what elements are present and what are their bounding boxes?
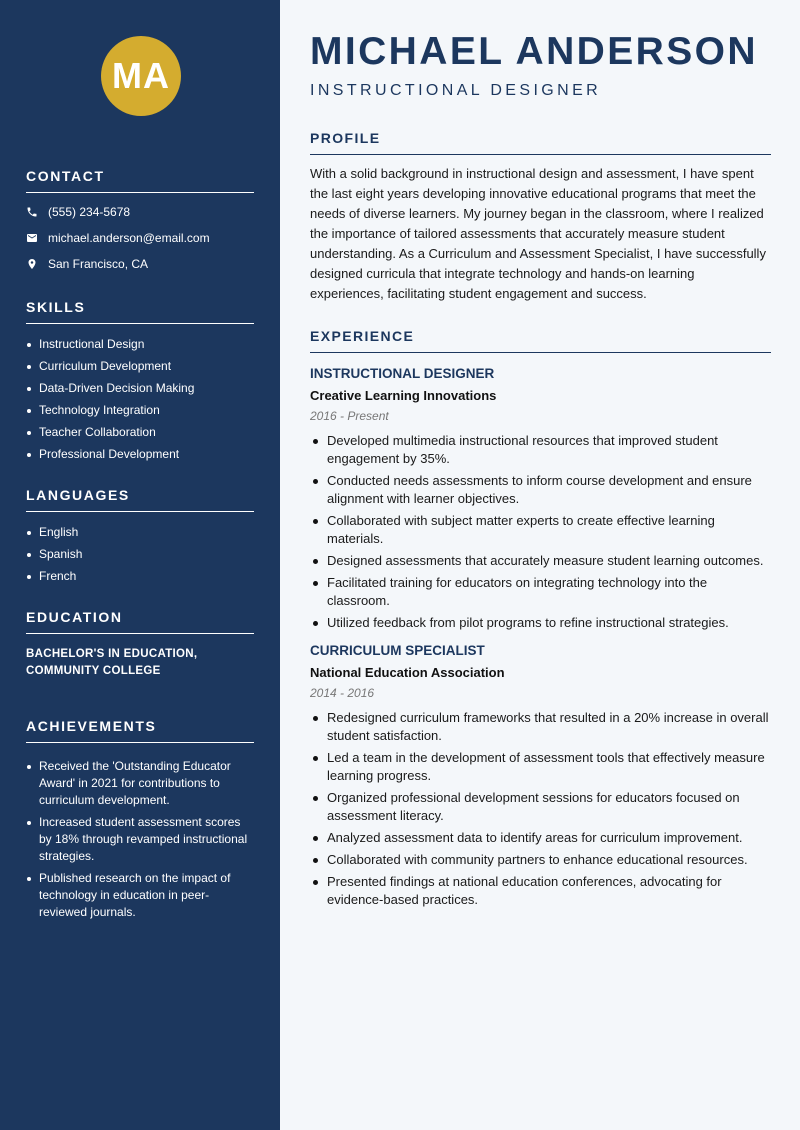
- main-content: [280, 0, 800, 1130]
- candidate-title: INSTRUCTIONAL DESIGNER: [310, 82, 602, 99]
- contact-section: [26, 168, 254, 271]
- job-bullet: Designed assessments that accurately measure student learning outcomes.: [310, 552, 771, 570]
- profile-heading: PROFILE: [310, 130, 771, 155]
- education-heading: EDUCATION: [26, 609, 254, 634]
- languages-list: [26, 524, 254, 585]
- contact-location: [26, 257, 254, 271]
- job-bullets: [310, 709, 771, 909]
- profile-section: [310, 130, 771, 304]
- experience-heading: EXPERIENCE: [310, 328, 771, 353]
- skills-section: [26, 299, 254, 463]
- job-bullet: Collaborated with community partners to enhance educational resources.: [310, 851, 771, 869]
- achievements-heading: ACHIEVEMENTS: [26, 718, 254, 743]
- job-bullet: Analyzed assessment data to identify areas for curriculum improvement.: [310, 829, 771, 847]
- job-bullets: [310, 432, 771, 632]
- phone-icon: [26, 206, 38, 218]
- location-text: San Francisco, CA: [48, 257, 149, 271]
- job-bullet: Utilized feedback from pilot programs to refine instructional strategies.: [310, 614, 771, 632]
- skill-item: Data-Driven Decision Making: [26, 380, 254, 397]
- job-company: National Education Association: [310, 665, 505, 680]
- skill-item: Instructional Design: [26, 336, 254, 353]
- profile-text: With a solid background in instructional design and assessment, I have spent the last eight years developing innovative educational programs that meet the needs of diverse learners. My journey began in the classroom, where I realized the importance of tailored assessments that accurately measure student understanding. As a Curriculum and Assessment Specialist, I have successfully designed curricula that integrate technology and hands-on learning experiences, facilitating student engagement and success.: [310, 166, 766, 301]
- job-dates: 2016 - Present: [310, 409, 389, 423]
- job-role: INSTRUCTIONAL DESIGNER: [310, 366, 495, 381]
- job-bullet: Led a team in the development of assessment tools that effectively measure learning progress.: [310, 749, 771, 785]
- skills-list: [26, 336, 254, 463]
- candidate-name: MICHAEL ANDERSON: [310, 30, 758, 73]
- skill-item: Curriculum Development: [26, 358, 254, 375]
- skill-item: Teacher Collaboration: [26, 424, 254, 441]
- job-bullet: Facilitated training for educators on integrating technology into the classroom.: [310, 574, 771, 610]
- achievements-list: [26, 758, 254, 921]
- avatar-initials: MA: [112, 55, 170, 96]
- job-entry: [310, 642, 771, 909]
- job-company: Creative Learning Innovations: [310, 388, 497, 403]
- language-item: Spanish: [26, 546, 254, 563]
- education-degree: BACHELOR'S IN EDUCATION, COMMUNITY COLLEGE: [26, 648, 198, 677]
- location-pin-icon: [26, 258, 38, 270]
- language-item: French: [26, 568, 254, 585]
- job-role: CURRICULUM SPECIALIST: [310, 643, 485, 658]
- contact-heading: CONTACT: [26, 168, 254, 193]
- email-icon: [26, 232, 38, 244]
- education-section: [26, 609, 254, 680]
- skill-item: Professional Development: [26, 446, 254, 463]
- achievement-item: Received the 'Outstanding Educator Award' in 2021 for contributions to curriculum development.: [26, 758, 254, 809]
- phone-text[interactable]: (555) 234-5678: [48, 205, 131, 219]
- email-text[interactable]: michael.anderson@email.com: [48, 231, 210, 245]
- job-bullet: Presented findings at national education conferences, advocating for evidence-based practices.: [310, 873, 771, 909]
- achievements-section: [26, 718, 254, 921]
- skills-heading: SKILLS: [26, 299, 254, 324]
- language-item: English: [26, 524, 254, 541]
- achievement-item: Increased student assessment scores by 18% through revamped instructional strategies.: [26, 814, 254, 865]
- contact-phone: [26, 205, 254, 219]
- job-bullet: Collaborated with subject matter experts to create effective learning materials.: [310, 512, 771, 548]
- contact-email: [26, 231, 254, 245]
- job-bullet: Conducted needs assessments to inform course development and ensure alignment with learner objectives.: [310, 472, 771, 508]
- languages-section: [26, 487, 254, 585]
- job-bullet: Developed multimedia instructional resources that improved student engagement by 35%.: [310, 432, 771, 468]
- job-entry: [310, 365, 771, 632]
- skill-item: Technology Integration: [26, 402, 254, 419]
- job-bullet: Organized professional development sessions for educators focused on assessment literacy.: [310, 789, 771, 825]
- job-dates: 2014 - 2016: [310, 686, 375, 700]
- experience-section: [310, 328, 771, 909]
- job-bullet: Redesigned curriculum frameworks that resulted in a 20% increase in overall student satisfaction.: [310, 709, 771, 745]
- achievement-item: Published research on the impact of technology in education in peer-reviewed journals.: [26, 870, 254, 921]
- sidebar: [0, 0, 280, 1130]
- languages-heading: LANGUAGES: [26, 487, 254, 512]
- avatar: [101, 36, 181, 116]
